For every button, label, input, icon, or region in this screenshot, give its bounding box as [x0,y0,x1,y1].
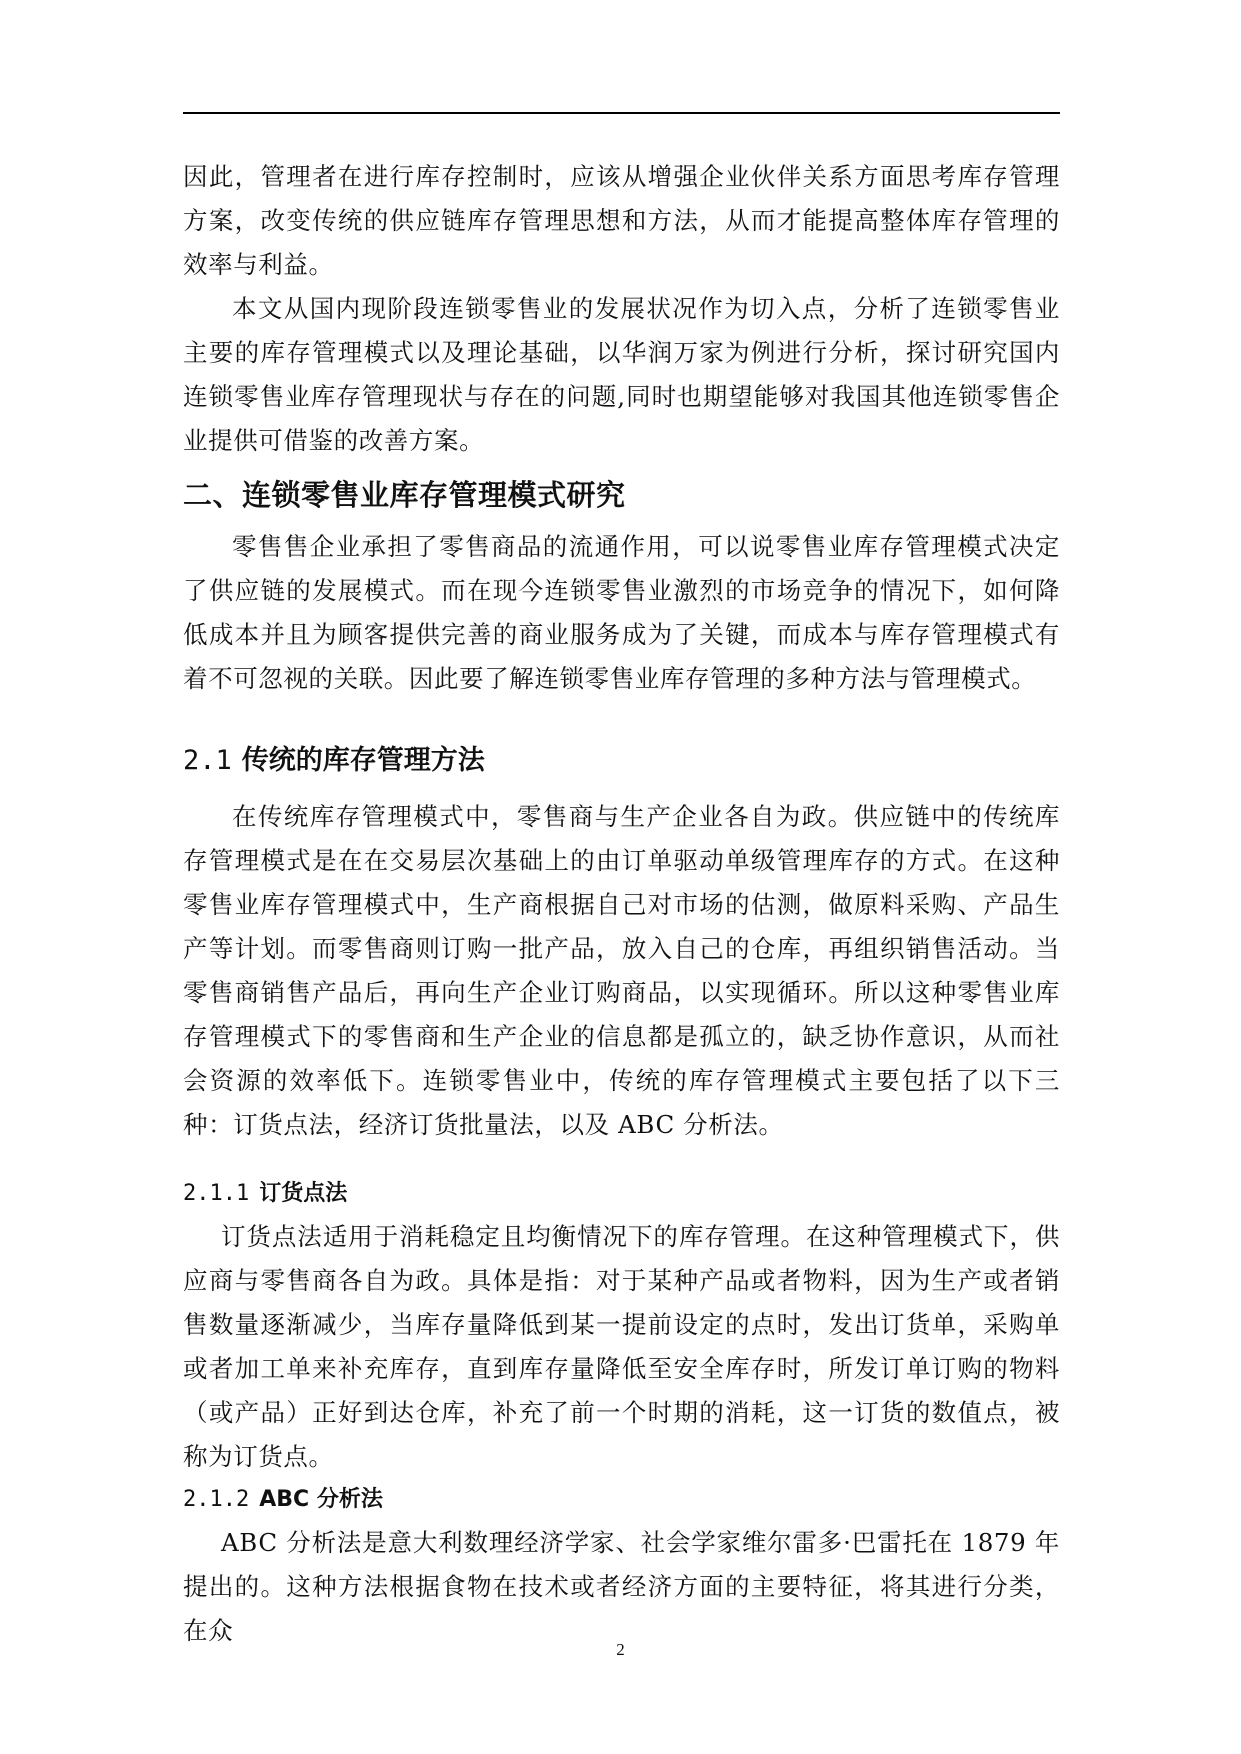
header-rule [183,112,1060,114]
subsection-title: ABC 分析法 [259,1487,383,1512]
page-body [183,155,1060,1653]
paragraph-chapter-intro: 零售售企业承担了零售商品的流通作用，可以说零售业库存管理模式决定了供应链的发展模式。而在现今连锁零售业激烈的市场竞争的情况下，如何降低成本并且为顾客提供完善的商业服务成为了关键，而成本与库存管理模式有着不可忽视的关联。因此要了解连锁零售业库存管理的多种方法与管理模式。 [183,532,1060,693]
subsection-heading-2-1-2 [183,1479,1060,1521]
subsection-number: 2.1.2 [183,1487,250,1512]
chapter-heading: 二、连锁零售业库存管理模式研究 [183,478,626,512]
subsection-number: 2.1.1 [183,1181,250,1206]
section-number: 2.1 [183,745,232,776]
paragraph-reorder-point: 订货点法适用于消耗稳定且均衡情况下的库存管理。在这种管理模式下，供应商与零售商各自为政。具体是指：对于某种产品或者物料，因为生产或者销售数量逐渐减少，当库存量降低到某一提前设定的点时，发出订货单，采购单或者加工单来补充库存，直到库存量降低至安全库存时，所发订单订购的物料（或产品）正好到达仓库，补充了前一个时期的消耗，这一订货的数值点，被称为订货点。 [183,1222,1060,1471]
subsection-heading-2-1-1 [183,1173,1060,1215]
paragraph-conclusion: 因此，管理者在进行库存控制时，应该从增强企业伙伴关系方面思考库存管理方案，改变传统的供应链库存管理思想和方法，从而才能提高整体库存管理的效率与利益。 [183,162,1060,279]
subsection-title: 订货点法 [259,1181,348,1206]
paragraph-paper-outline: 本文从国内现阶段连锁零售业的发展状况作为切入点，分析了连锁零售业主要的库存管理模式以及理论基础，以华润万家为例进行分析，探讨研究国内连锁零售业库存管理现状与存在的问题,同时也期望能够对我国其他连锁零售企业提供可借鉴的改善方案。 [183,294,1060,455]
section-title: 传统的库存管理方法 [241,745,485,776]
page-number: 2 [616,1640,625,1659]
paragraph-abc-analysis: ABC 分析法是意大利数理经济学家、社会学家维尔雷多·巴雷托在 1879 年提出的。这种方法根据食物在技术或者经济方面的主要特征，将其进行分类，在众 [183,1528,1060,1645]
paragraph-traditional-methods: 在传统库存管理模式中，零售商与生产企业各自为政。供应链中的传统库存管理模式是在在交易层次基础上的由订单驱动单级管理库存的方式。在这种零售业库存管理模式中，生产商根据自己对市场的估测，做原料采购、产品生产等计划。而零售商则订购一批产品，放入自己的仓库，再组织销售活动。当零售商销售产品后，再向生产企业订购商品，以实现循环。所以这种零售业库存管理模式下的零售商和生产企业的信息都是孤立的，缺乏协作意识，从而社会资源的效率低下。连锁零售业中，传统的库存管理模式主要包括了以下三种：订货点法，经济订货批量法，以及 ABC 分析法。 [183,802,1060,1139]
section-heading-2-1 [183,739,1060,783]
